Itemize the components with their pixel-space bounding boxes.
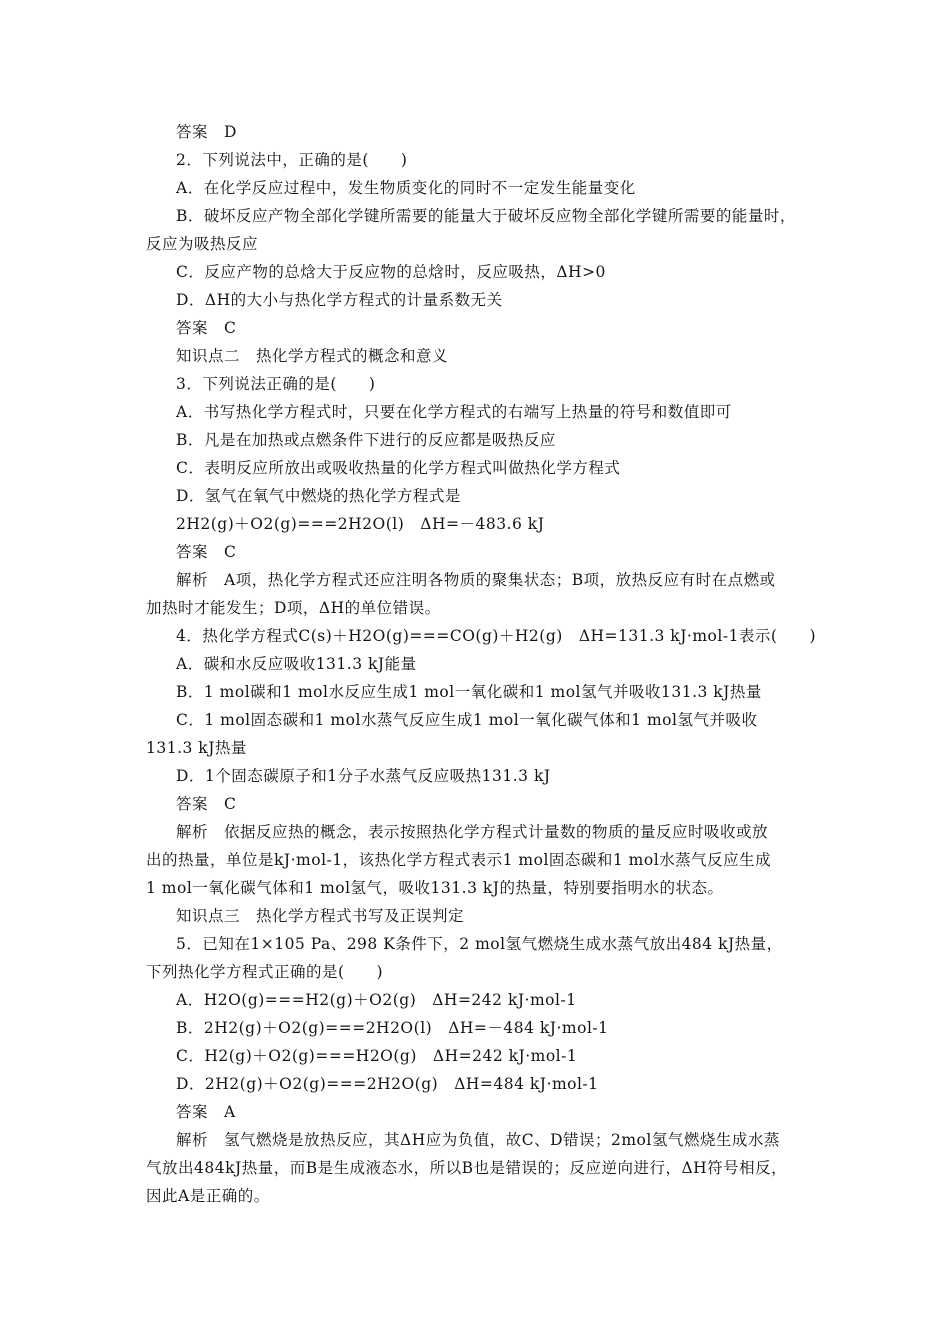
question-5-option-a: A．H2O(g)===H2(g)＋O2(g) ΔH=242 kJ·mol-1 xyxy=(176,991,577,1009)
answer-3: 答案 C xyxy=(176,543,237,561)
question-4-option-c-cont: 131.3 kJ热量 xyxy=(146,739,247,757)
question-5-option-b: B．2H2(g)＋O2(g)===2H2O(l) ΔH=－484 kJ·mol-1 xyxy=(176,1019,609,1037)
question-2-stem: 2．下列说法中，正确的是( ) xyxy=(176,151,408,169)
question-3-option-c: C．表明反应所放出或吸收热量的化学方程式叫做热化学方程式 xyxy=(176,459,621,477)
answer-2: 答案 C xyxy=(176,319,237,337)
analysis-4-cont-1: 出的热量，单位是kJ·mol-1，该热化学方程式表示1 mol固态碳和1 mol水蒸气反应生成 xyxy=(146,851,772,869)
question-2-option-b-cont: 反应为吸热反应 xyxy=(146,235,259,253)
question-3-stem: 3．下列说法正确的是( ) xyxy=(176,375,376,393)
analysis-3-cont: 加热时才能发生；D项，ΔH的单位错误。 xyxy=(146,599,441,617)
question-4-option-a: A．碳和水反应吸收131.3 kJ能量 xyxy=(176,655,417,673)
question-4-option-b: B．1 mol碳和1 mol水反应生成1 mol一氧化碳和1 mol氢气并吸收131.3 kJ热量 xyxy=(176,683,762,701)
question-2-option-b: B．破坏反应产物全部化学键所需要的能量大于破坏反应物全部化学键所需要的能量时， xyxy=(176,207,796,225)
question-5-option-d: D．2H2(g)＋O2(g)===2H2O(g) ΔH=484 kJ·mol-1 xyxy=(176,1075,599,1093)
question-3-equation: 2H2(g)＋O2(g)===2H2O(l) ΔH=－483.6 kJ xyxy=(176,515,545,533)
question-4-option-d: D．1个固态碳原子和1分子水蒸气反应吸热131.3 kJ xyxy=(176,767,551,785)
answer-5: 答案 A xyxy=(176,1103,236,1121)
question-4-option-c: C．1 mol固态碳和1 mol水蒸气反应生成1 mol一氧化碳气体和1 mol氢气并吸收 xyxy=(176,711,758,729)
question-5-stem: 5．已知在1×105 Pa、298 K条件下，2 mol氢气燃烧生成水蒸气放出484 kJ热量， xyxy=(176,935,783,953)
question-3-option-a: A．书写热化学方程式时，只要在化学方程式的右端写上热量的符号和数值即可 xyxy=(176,403,732,421)
question-5-stem-cont: 下列热化学方程式正确的是( ) xyxy=(146,963,384,981)
analysis-4-cont-2: 1 mol一氧化碳气体和1 mol氢气，吸收131.3 kJ的热量，特别要指明水的状态。 xyxy=(146,879,724,897)
analysis-5: 解析 氢气燃烧是放热反应，其ΔH应为负值，故C、D错误；2mol氢气燃烧生成水蒸 xyxy=(176,1131,780,1149)
question-2-option-c: C．反应产物的总焓大于反应物的总焓时，反应吸热，ΔH>0 xyxy=(176,263,606,281)
analysis-5-cont-2: 因此A是正确的。 xyxy=(146,1187,270,1205)
section-heading-3: 知识点三 热化学方程式书写及正误判定 xyxy=(176,907,465,925)
question-2-option-d: D．ΔH的大小与热化学方程式的计量系数无关 xyxy=(176,291,503,309)
question-5-option-c: C．H2(g)＋O2(g)===H2O(g) ΔH=242 kJ·mol-1 xyxy=(176,1047,578,1065)
answer-1: 答案 D xyxy=(176,123,237,141)
section-heading-2: 知识点二 热化学方程式的概念和意义 xyxy=(176,347,449,365)
analysis-5-cont-1: 气放出484kJ热量，而B是生成液态水，所以B也是错误的；反应逆向进行，ΔH符号相反， xyxy=(146,1159,788,1177)
question-3-option-d: D．氢气在氧气中燃烧的热化学方程式是 xyxy=(176,487,461,505)
analysis-4: 解析 依据反应热的概念，表示按照热化学方程式计量数的物质的量反应时吸收或放 xyxy=(176,823,769,841)
question-4-stem: 4．热化学方程式C(s)＋H2O(g)===CO(g)＋H2(g) ΔH=131.3 kJ·mol-1表示( ) xyxy=(176,627,817,645)
analysis-3: 解析 A项，热化学方程式还应注明各物质的聚集状态；B项，放热反应有时在点燃或 xyxy=(176,571,776,589)
question-2-option-a: A．在化学反应过程中，发生物质变化的同时不一定发生能量变化 xyxy=(176,179,636,197)
question-3-option-b: B．凡是在加热或点燃条件下进行的反应都是吸热反应 xyxy=(176,431,556,449)
answer-4: 答案 C xyxy=(176,795,237,813)
